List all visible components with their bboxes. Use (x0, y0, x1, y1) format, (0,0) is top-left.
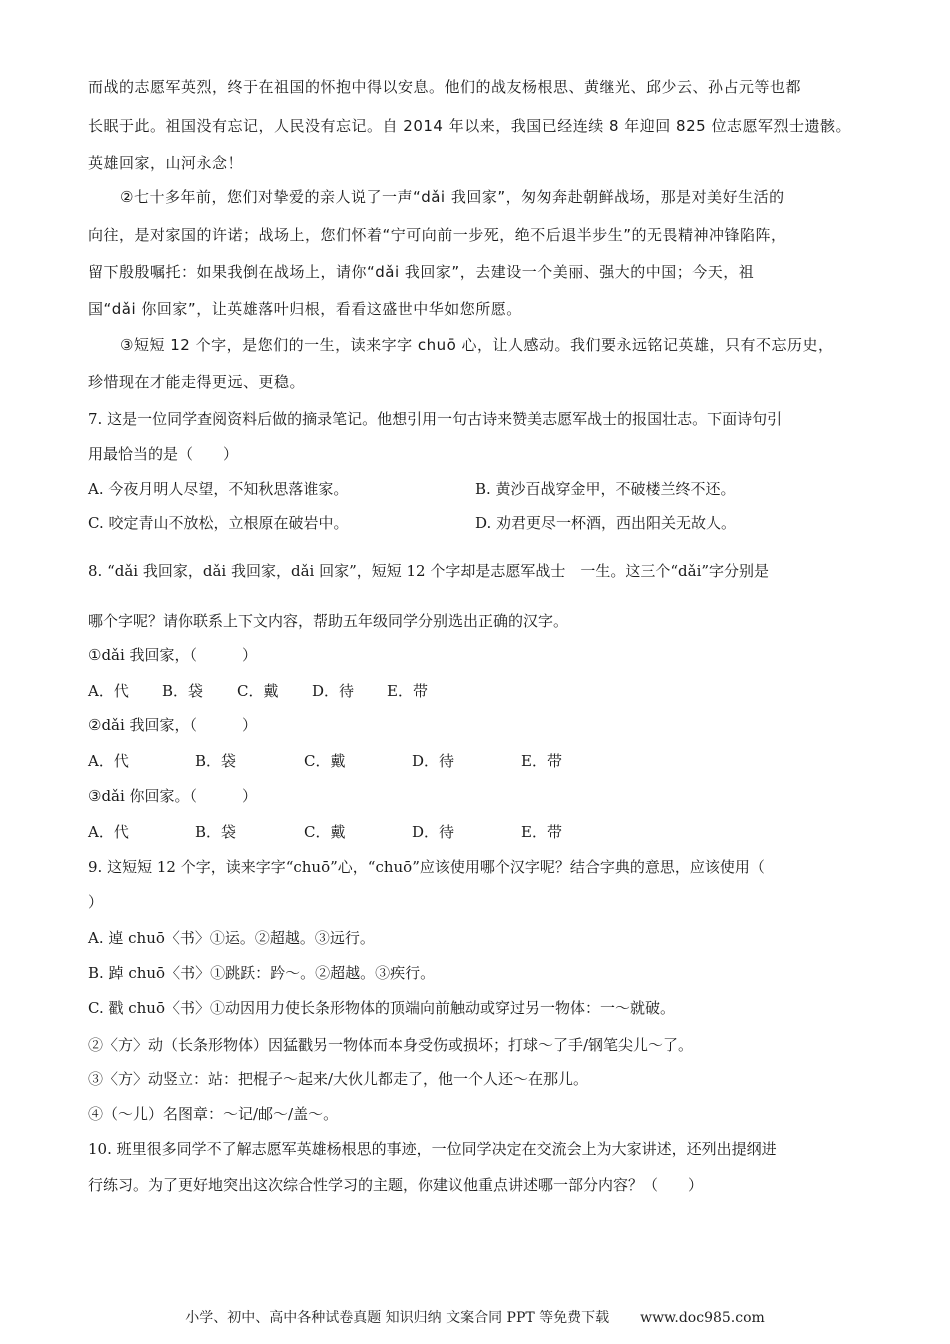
q8-sub1: ①dǎi 我回家，（ ） (88, 646, 258, 664)
q8-sub3-option-b: B．袋 (195, 823, 237, 841)
passage-p3-line1: ③短短 12 个字，是您们的一生，读来字字 chuō 心，让人感动。我们要永远铭记英雄，只有不忘历史， (120, 336, 834, 354)
q9-stem-line1: 9. 这短短 12 个字，读来字字“chuō”心，“chuō”应该使用哪个汉字呢？结合字典的意思，应该使用（ (88, 858, 765, 876)
q9-option-c: C. 戳 chuō〈书〉①动因用力使长条形物体的顶端向前触动或穿过另一物体：一～就破。 (88, 999, 676, 1017)
passage-p3-line2: 珍惜现在才能走得更远、更稳。 (88, 373, 306, 391)
q8-sub1-option-d: D．待 (312, 682, 355, 700)
q9-option-a: A. 逴 chuō〈书〉①运。②超越。③远行。 (88, 929, 375, 947)
q7-stem-line1: 7. 这是一位同学查阅资料后做的摘录笔记。他想引用一句古诗来赞美志愿军战士的报国壮志。下面诗句引 (88, 410, 783, 428)
q8-sub2-option-d: D．待 (412, 752, 455, 770)
q8-stem-line1: 8. “dǎi 我回家，dǎi 我回家，dǎi 回家”，短短 12 个字却是志愿军战士 一生。这三个“dǎi”字分别是 (88, 562, 770, 580)
page-footer (0, 1307, 950, 1327)
q9-stem-line2: ） (88, 893, 104, 911)
q7-option-a: A. 今夜月明人尽望，不知秋思落谁家。 (88, 480, 349, 498)
q7-option-b: B. 黄沙百战穿金甲，不破楼兰终不还。 (475, 480, 736, 498)
q8-sub3: ③dǎi 你回家。（ ） (88, 787, 258, 805)
passage-p2-line4: 国“dǎi 你回家”，让英雄落叶归根，看看这盛世中华如您所愿。 (88, 300, 522, 318)
q8-sub2: ②dǎi 我回家，（ ） (88, 716, 258, 734)
q8-sub1-option-a: A．代 (88, 682, 129, 700)
q8-sub3-option-d: D．待 (412, 823, 455, 841)
q8-sub2-option-c: C．戴 (304, 752, 346, 770)
passage-p1-line1: 而战的志愿军英烈，终于在祖国的怀抱中得以安息。他们的战友杨根思、黄继光、邱少云、孙占元等也都 (88, 78, 802, 96)
passage-p2-line1: ②七十多年前，您们对挚爱的亲人说了一声“dǎi 我回家”，匆匆奔赴朝鲜战场，那是对美好生活的 (120, 188, 785, 206)
q9-option-c-def2: ②〈方〉动（长条形物体）因猛戳另一物体而本身受伤或损坏；打球～了手/钢笔尖儿～了。 (88, 1036, 694, 1054)
q8-sub2-option-b: B．袋 (195, 752, 237, 770)
q9-option-c-def3: ③〈方〉动竖立：站：把棍子～起来/大伙儿都走了，他一个人还～在那儿。 (88, 1070, 589, 1088)
q8-sub1-option-b: B．袋 (162, 682, 204, 700)
passage-p2-line3: 留下殷殷嘱托：如果我倒在战场上，请你“dǎi 我回家”，去建设一个美丽、强大的中国；今天，祖 (88, 263, 755, 281)
q8-sub1-option-c: C．戴 (237, 682, 279, 700)
passage-p2-line2: 向往，是对家国的许诺；战场上，您们怀着“宁可向前一步死，绝不后退半步生”的无畏精神冲锋陷阵， (88, 226, 787, 244)
q10-stem-line1: 10. 班里很多同学不了解志愿军英雄杨根思的事迹，一位同学决定在交流会上为大家讲述，还列出提纲进 (88, 1140, 777, 1158)
q7-option-d: D. 劝君更尽一杯酒，西出阳关无故人。 (475, 514, 737, 532)
q8-sub3-option-e: E．带 (521, 823, 562, 841)
q9-option-b: B. 踔 chuō〈书〉①跳跃：趻～。②超越。③疾行。 (88, 964, 436, 982)
q7-option-c: C. 咬定青山不放松，立根原在破岩中。 (88, 514, 349, 532)
q7-stem-line2: 用最恰当的是（ ） (88, 445, 239, 463)
q8-sub3-option-a: A．代 (88, 823, 129, 841)
q8-sub3-option-c: C．戴 (304, 823, 346, 841)
passage-p1-line2: 长眠于此。祖国没有忘记，人民没有忘记。自 2014 年以来，我国已经连续 8 年迎回 825 位志愿军烈士遗骸。 (88, 117, 851, 135)
passage-p1-line3: 英雄回家，山河永念！ (88, 154, 244, 172)
q9-option-c-def4: ④（～儿）名图章：～记/邮～/盖～。 (88, 1105, 339, 1123)
q8-sub2-option-a: A．代 (88, 752, 129, 770)
q8-stem-line2: 哪个字呢？请你联系上下文内容，帮助五年级同学分别选出正确的汉字。 (88, 612, 569, 630)
footer-text: 小学、初中、高中各种试卷真题 知识归纳 文案合同 PPT 等免费下载 (185, 1310, 610, 1326)
footer-url-link[interactable]: www.doc985.com (640, 1310, 765, 1326)
q10-stem-line2: 行练习。为了更好地突出这次综合性学习的主题，你建议他重点讲述哪一部分内容？（ ） (88, 1176, 704, 1194)
q8-sub2-option-e: E．带 (521, 752, 562, 770)
q8-sub1-option-e: E．带 (387, 682, 428, 700)
